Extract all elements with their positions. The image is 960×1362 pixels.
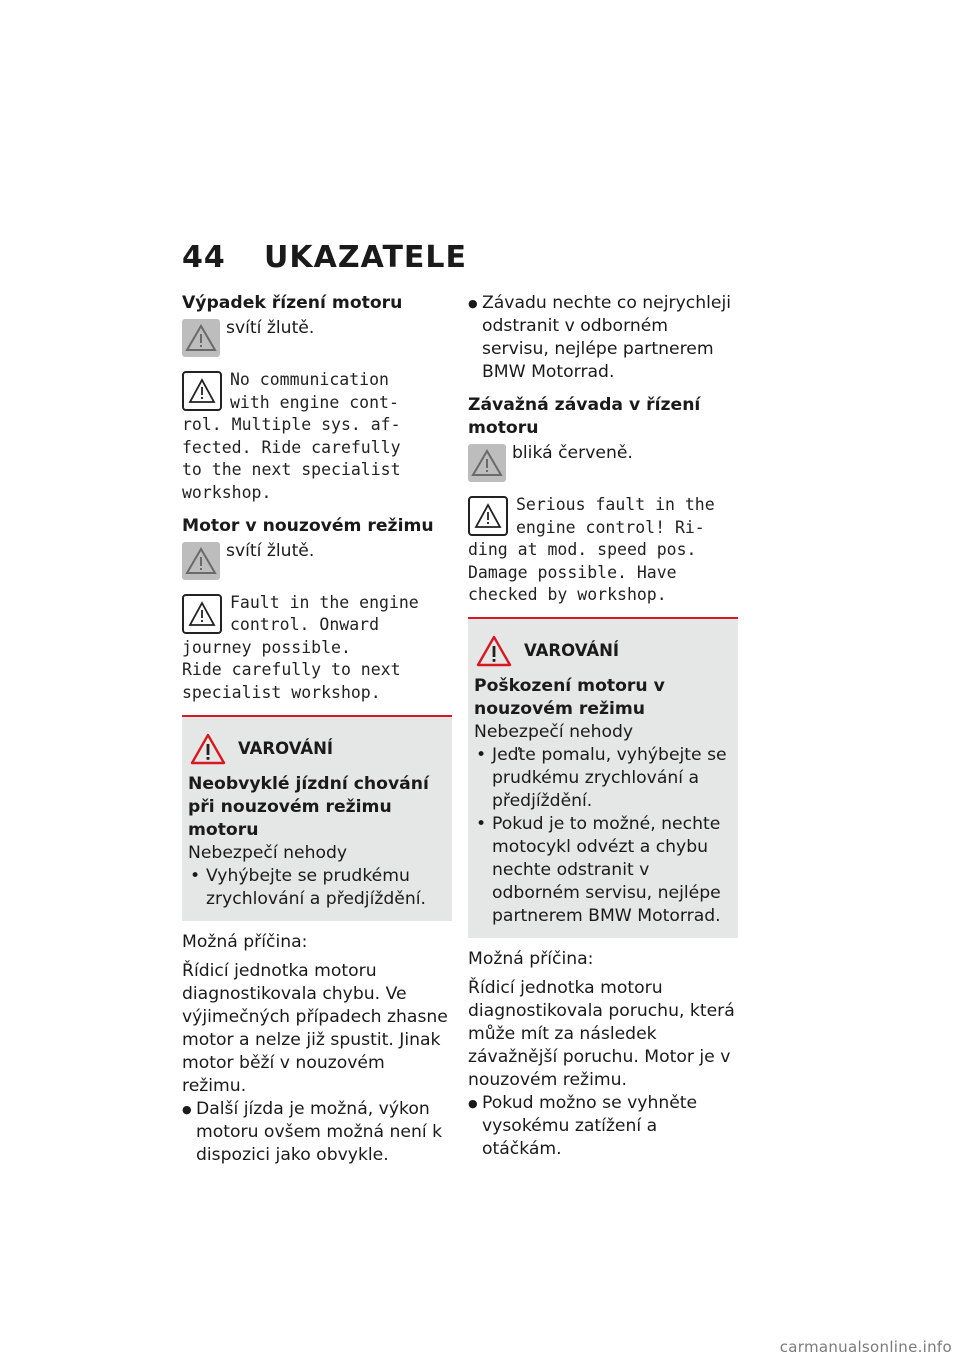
warning-heading: Neobvyklé jízdní chování při nouzovém režimu motoru — [188, 773, 429, 840]
indicator-row — [468, 442, 738, 484]
warning-header — [476, 635, 730, 667]
indicator-text: svítí žlutě. — [226, 540, 315, 561]
list-item: • Pokud je to možné, nechte motocykl odvézt a chybu nechte odstranit v odborném servisu, nejlépe partnerem BMW Motorrad. — [474, 813, 730, 928]
section-title-emergency-mode: Motor v nouzovém režimu — [182, 515, 434, 536]
warning-danger: Nebezpečí nehody — [188, 842, 348, 863]
general-warning-indicator-icon — [182, 319, 220, 357]
display-text: Fault in the engine control. Onward journey possible. Ride carefully to next specialist workshop. — [182, 592, 419, 702]
page-number: 44 — [182, 240, 226, 275]
cause-list — [468, 1092, 738, 1161]
left-column — [182, 292, 452, 1167]
indicator-text: svítí žlutě. — [226, 318, 315, 338]
indicator-row — [182, 540, 452, 582]
warning-triangle-icon — [468, 496, 508, 536]
warning-box — [468, 617, 738, 938]
indicator-row — [182, 317, 452, 359]
list-item: ● Další jízda je možná, výkon motoru ovšem možná není k dispozici jako obvykle. — [182, 1098, 452, 1167]
display-text: No communication with engine cont- rol. Multiple sys. af- fected. Ride carefully to the next specialist workshop. — [182, 370, 401, 502]
general-warning-indicator-icon — [182, 542, 220, 580]
display-message — [182, 592, 452, 705]
warning-list — [188, 865, 444, 911]
right-column — [468, 292, 738, 1161]
list-item: ● Závadu nechte co nejrychleji odstranit v odborném servisu, nejlépe partnerem BMW Motorrad. — [468, 292, 738, 384]
warning-list — [474, 744, 730, 928]
display-message — [182, 369, 452, 505]
list-item: • Vyhýbejte se prudkému zrychlování a předjíždění. — [188, 865, 444, 911]
warning-triangle-icon — [190, 733, 226, 765]
warning-heading: Poškození motoru v nouzovém režimu — [474, 675, 665, 719]
list-item: • Jeďte pomalu, vyhýbejte se prudkému zrychlování a předjíždění. — [474, 744, 730, 813]
display-text: Serious fault in the engine control! Ri- ding at mod. speed pos. Damage possible. Have checked by workshop. — [468, 495, 715, 605]
warning-label: VAROVÁNÍ — [238, 739, 334, 759]
page-header — [182, 240, 467, 275]
section-title-engine-control-failure: Výpadek řízení motoru — [182, 293, 403, 313]
warning-triangle-icon — [476, 635, 512, 667]
warning-triangle-icon — [182, 371, 222, 411]
warning-header — [190, 733, 444, 765]
general-warning-indicator-icon — [468, 444, 506, 482]
warning-box — [182, 715, 452, 921]
page-title: UKAZATELE — [264, 240, 468, 275]
warning-danger: Nebezpečí nehody — [474, 721, 634, 742]
footer-watermark: carmanualsonline.info — [779, 1338, 952, 1356]
cause-text: Řídicí jednotka motoru diagnostikovala chybu. Ve výjimečných případech zhasne motor a nelze již spustit. Jinak motor běží v nouzovém režimu. — [182, 960, 448, 1096]
section-title-serious-fault: Závažná závada v řízení motoru — [468, 395, 701, 438]
warning-triangle-icon — [182, 594, 222, 634]
continued-list — [468, 292, 738, 384]
list-item: ● Pokud možno se vyhněte vysokému zatížení a otáčkám. — [468, 1092, 738, 1161]
indicator-text: bliká červeně. — [512, 443, 633, 463]
cause-label: Možná příčina: — [182, 931, 308, 952]
cause-list — [182, 1098, 452, 1167]
display-message — [468, 494, 738, 607]
cause-text: Řídicí jednotka motoru diagnostikovala poruchu, která může mít za následek závažnější poruchu. Motor je v nouzovém režimu. — [468, 977, 735, 1090]
cause-label: Možná příčina: — [468, 948, 594, 969]
warning-label: VAROVÁNÍ — [524, 641, 620, 661]
